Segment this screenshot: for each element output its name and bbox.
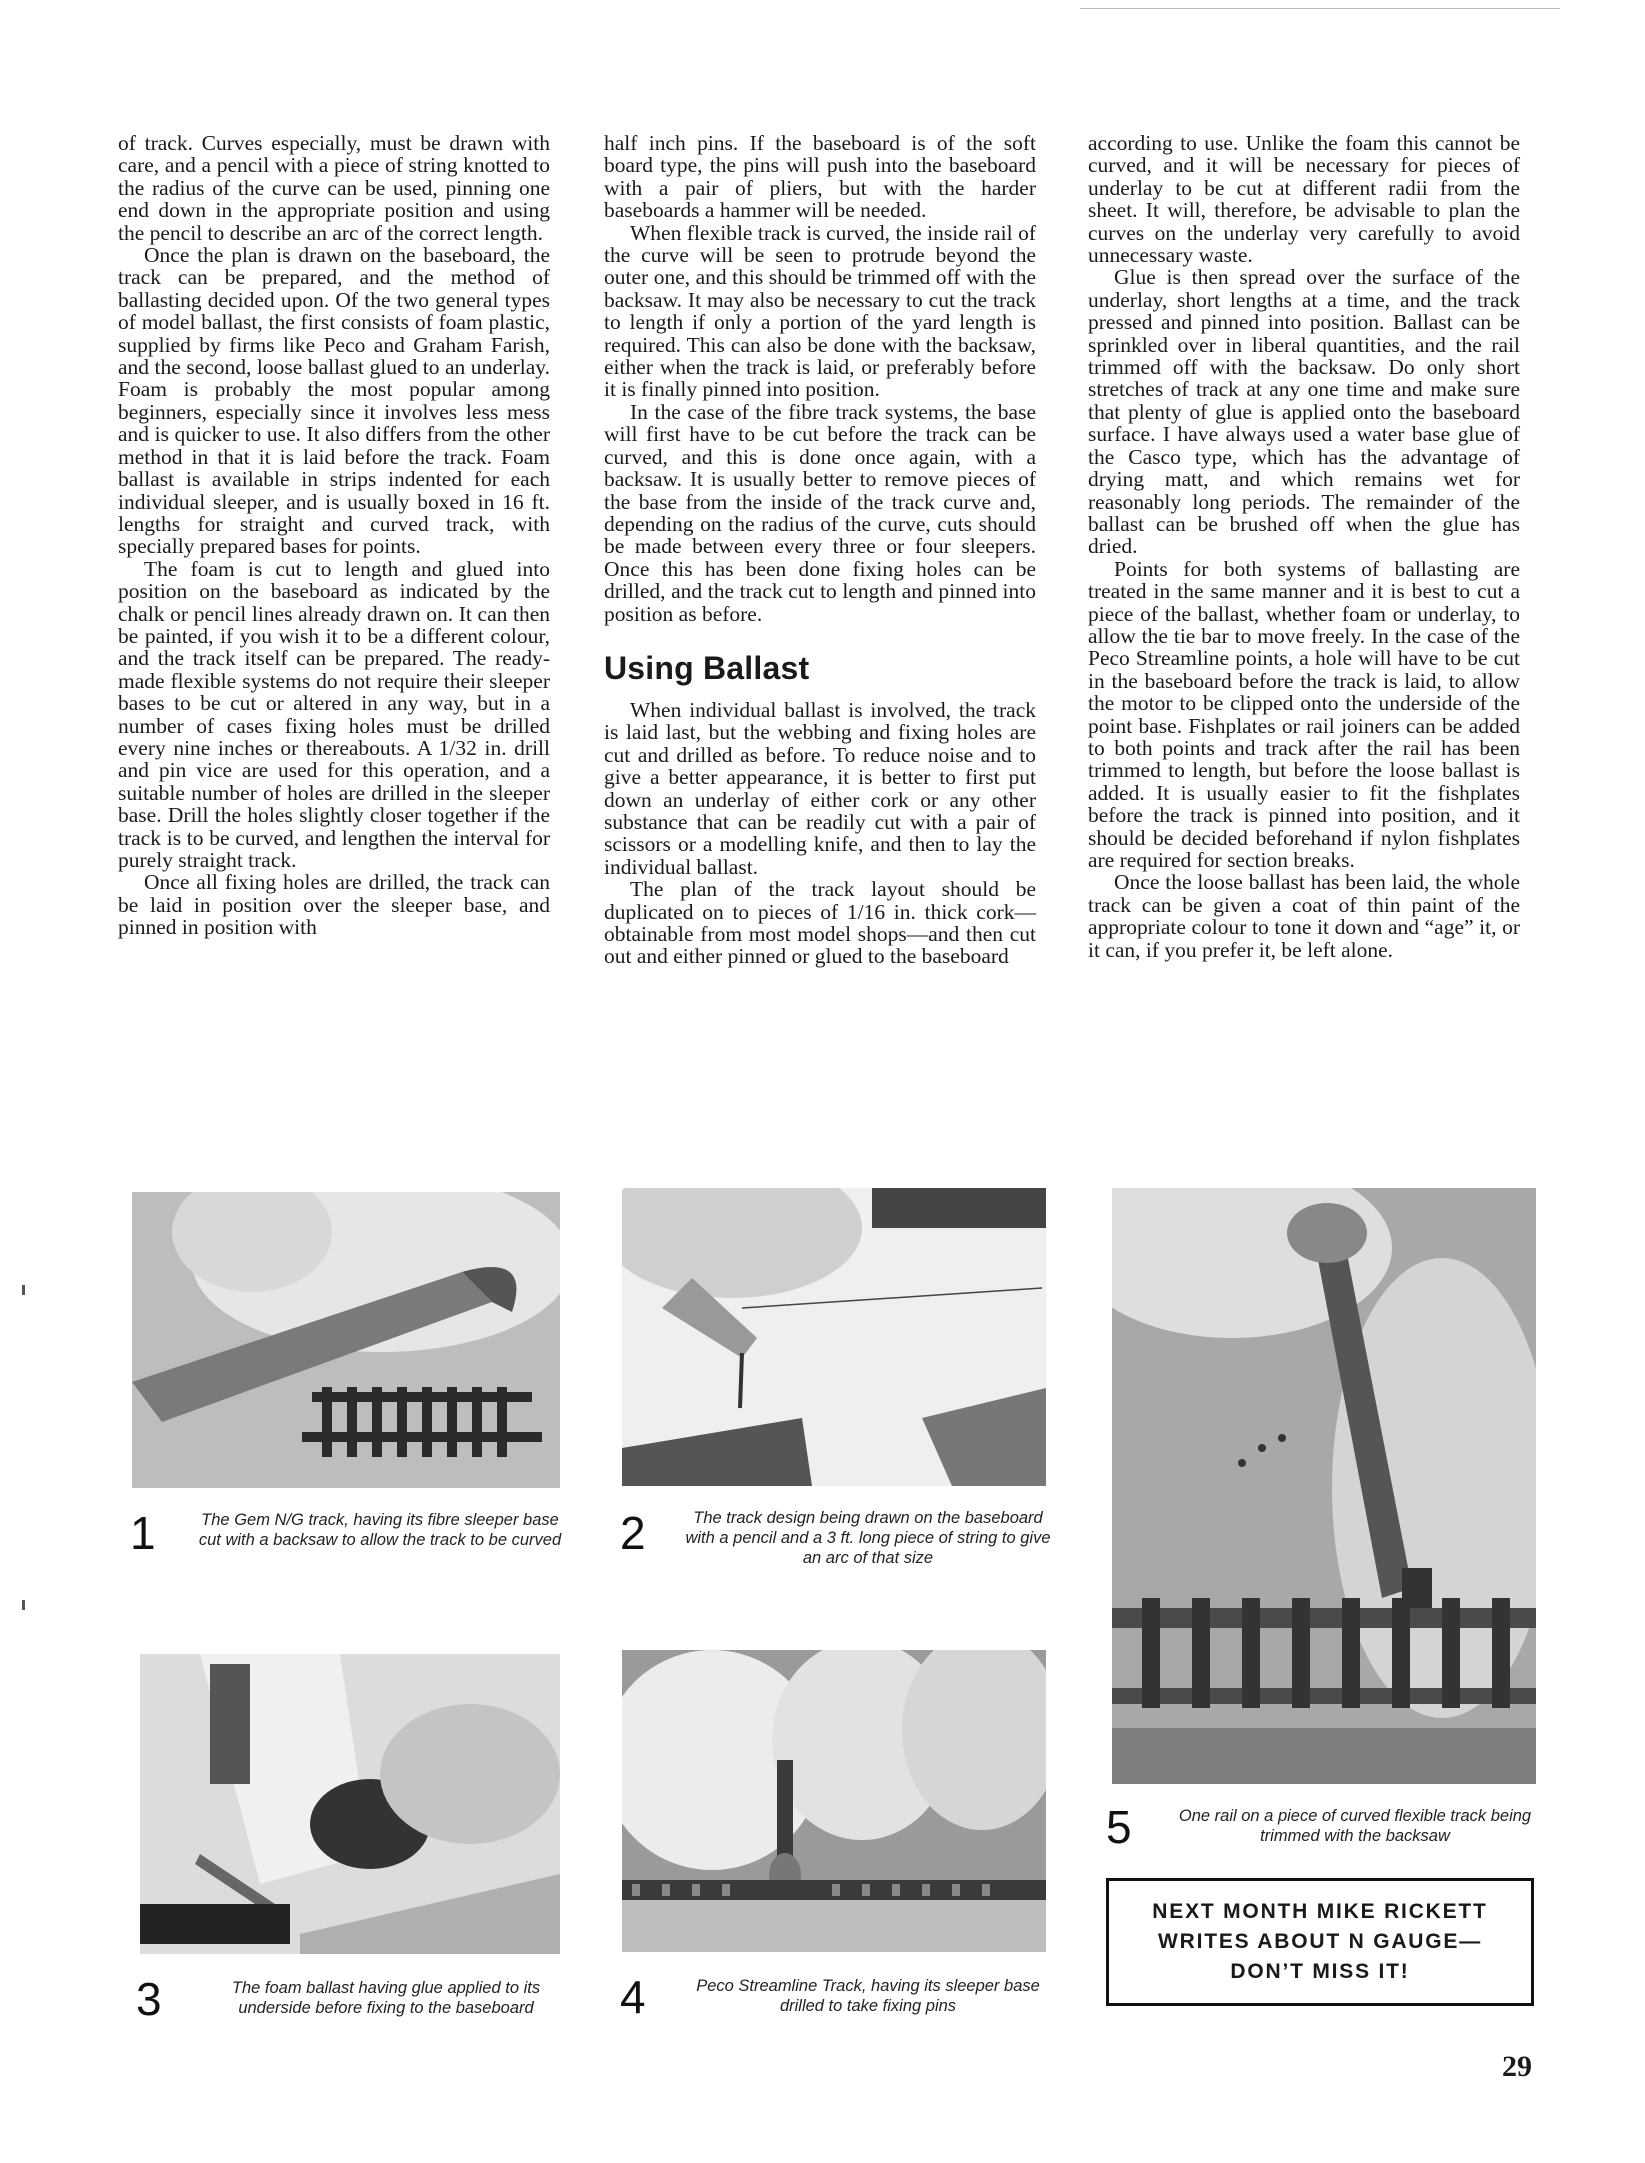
article-column-2	[604, 132, 1036, 968]
paragraph: When flexible track is curved, the inside rail of the curve will be seen to protrude beyond the outer one, and this should be trimmed off with the backsaw. It may also be necessary to cut the track to length if only a portion of the yard length is required. This can also be done with the backsaw, either when the track is laid, or preferably before it is finally pinned into position.	[604, 220, 1036, 402]
figure-caption: Peco Streamline Track, having its sleeper base drilled to take fixing pins	[696, 1977, 1040, 2015]
paragraph: Once the plan is drawn on the baseboard, the track can be prepared, and the method of ballasting decided upon. Of the two general types of model ballast, the first consists of foam plastic, supplied by firms like Peco and Graham Farish, and the second, loose ballast glued to an underlay. Foam is probably the most popular among beginners, especially since it involves less mess and is quicker to use. It also differs from the other method in that it is laid before the track. Foam ballast is available in strips indented for each individual sleeper, and is usually boxed in 16 ft. lengths for straight and curved track, with specially prepared bases for points.	[118, 243, 550, 559]
figure-number: 5	[1106, 1801, 1132, 1853]
top-rule	[1080, 8, 1560, 9]
photo-2	[622, 1188, 1046, 1486]
paragraph: Glue is then spread over the surface of the underlay, short lengths at a time, and the track pressed and pinned into position. Ballast can be sprinkled over in liberal quantities, and the rail trimmed off with the backsaw. Do only short stretches of track at any one time and make sure that plenty of glue is applied onto the baseboard surface. I have always used a water base glue of the Casco type, which has the advantage of drying matt, and which remains wet for reasonably long periods. The remainder of the ballast can be brushed off when the glue has dried.	[1088, 265, 1520, 559]
next-month-box: NEXT MONTH MIKE RICKETT WRITES ABOUT N GAUGE— DON’T MISS IT!	[1106, 1878, 1534, 2006]
paragraph: The plan of the track layout should be duplicated on to pieces of 1/16 in. thick cork—obtainable from most model shops—and then cut out and either pinned or glued to the baseboard	[604, 877, 1036, 969]
figure-number: 1	[130, 1507, 156, 1559]
photo-4	[622, 1650, 1046, 1952]
paragraph: Once the loose ballast has been laid, the whole track can be given a coat of thin paint of the appropriate colour to tone it down and “age” it, or it can, if you prefer it, be left alone.	[1088, 870, 1520, 962]
scan-mark	[22, 1285, 25, 1295]
figure-number: 2	[620, 1507, 646, 1559]
article-column-1	[118, 132, 550, 939]
paragraph: The foam is cut to length and glued into position on the baseboard as indicated by the chalk or pencil lines already drawn on. It can then be painted, if you wish it to be a different colour, and the track itself can be prepared. The ready-made flexible systems do not require their sleeper bases to be cut or altered in any way, but in a number of cases fixing holes must be drilled every nine inches or thereabouts. A 1/32 in. drill and pin vice are used for this operation, and a suitable number of holes are drilled in the sleeper base. Drill the holes slightly closer together if the track is to be curved, and lengthen the interval for purely straight track.	[118, 556, 550, 872]
figure-caption: One rail on a piece of curved flexible track being trimmed with the backsaw	[1178, 1807, 1532, 1845]
paragraph: of track. Curves especially, must be drawn with care, and a pencil with a piece of string knotted to the radius of the curve can be used, pinning one end down in the appropriate position and using the pencil to describe an arc of the correct length.	[118, 131, 550, 245]
figure-caption: The foam ballast having glue applied to its underside before fixing to the baseboard	[231, 1979, 541, 2017]
paragraph: Once all fixing holes are drilled, the track can be laid in position over the sleeper base, and pinned in position with	[118, 870, 550, 940]
paragraph: When individual ballast is involved, the track is laid last, but the webbing and fixing holes are cut and drilled as before. To reduce noise and to give a better appearance, it is better to first put down an underlay of either cork or any other substance that can be readily cut with a pair of scissors or a modelling knife, and then to lay the individual ballast.	[604, 697, 1036, 879]
paragraph: half inch pins. If the baseboard is of the soft board type, the pins will push into the baseboard with a pair of pliers, but with the harder baseboards a hammer will be needed.	[604, 131, 1036, 223]
figure-number: 3	[136, 1973, 162, 2025]
article-column-3	[1088, 132, 1520, 961]
figure-caption: The track design being drawn on the baseboard with a pencil and a 3 ft. long piece of string to give an arc of that size	[685, 1509, 1051, 1567]
figure-number: 4	[620, 1971, 646, 2023]
photo-5	[1112, 1188, 1536, 1784]
scan-mark	[22, 1600, 25, 1610]
figure-caption: The Gem N/G track, having its fibre sleeper base cut with a backsaw to allow the track to be curved	[198, 1511, 562, 1549]
photo-3	[140, 1654, 560, 1954]
paragraph: according to use. Unlike the foam this cannot be curved, and it will be necessary for pieces of underlay to be cut at different radii from the sheet. It will, therefore, be advisable to plan the curves on the underlay very carefully to avoid unnecessary waste.	[1088, 131, 1520, 268]
photo-1	[132, 1192, 560, 1488]
paragraph: In the case of the fibre track systems, the base will first have to be cut before the track can be curved, and this is done once again, with a backsaw. It is usually better to remove pieces of the base from the inside of the track curve and, depending on the radius of the curve, cuts should be made between every three or four sleepers. Once this has been done fixing holes can be drilled, and the track cut to length and pinned into position as before.	[604, 399, 1036, 626]
paragraph: Points for both systems of ballasting are treated in the same manner and it is best to cut a piece of the ballast, whether foam or underlay, to allow the tie bar to move freely. In the case of the Peco Streamline points, a hole will have to be cut in the baseboard before the track is laid, to allow the motor to be clipped onto the underside of the point base. Fishplates or rail joiners can be added to both points and track after the rail has been trimmed to length, but before the loose ballast is added. It is usually easier to fit the fishplates before the track is pinned into position, and it should be decided beforehand if nylon fishplates are required for section breaks.	[1088, 556, 1520, 872]
page-number: 29	[1502, 2050, 1532, 2083]
section-heading: Using Ballast	[604, 649, 810, 686]
